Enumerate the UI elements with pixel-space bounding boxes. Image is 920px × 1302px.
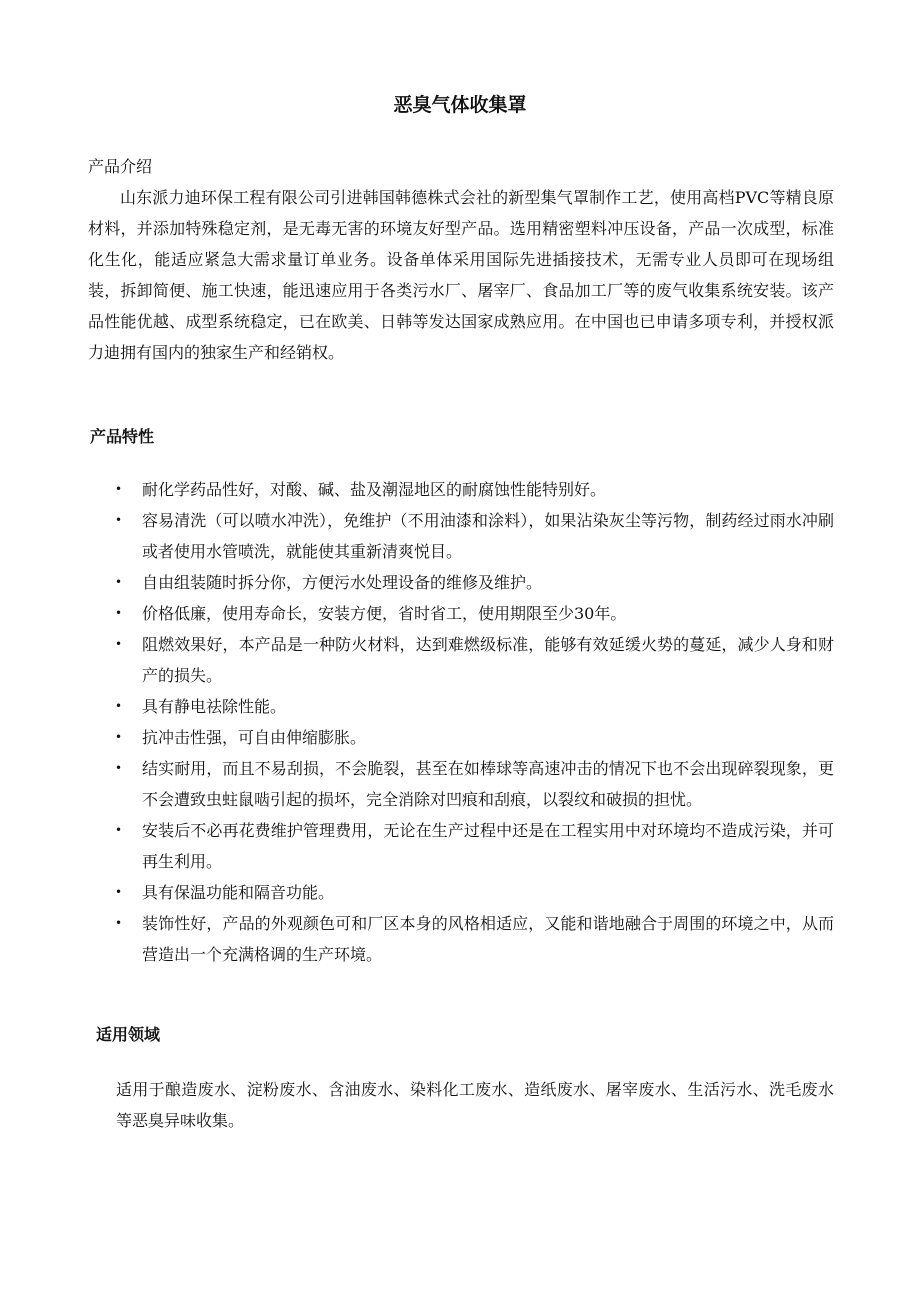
list-item-text: 容易清洗（可以喷水冲洗），免维护（不用油漆和涂料），如果沾染灰尘等污物，制药经过雨水冲刷或者使用水管喷洗，就能使其重新清爽悦目。 <box>142 511 834 561</box>
list-item-text: 安装后不必再花费维护管理费用，无论在生产过程中还是在工程实用中对环境均不造成污染，并可再生利用。 <box>142 821 834 871</box>
document-title: 恶臭气体收集罩 <box>393 94 527 116</box>
list-item-text: 自由组装随时拆分你，方便污水处理设备的维修及维护。 <box>142 573 543 592</box>
list-item <box>115 815 834 877</box>
applications-paragraph: 适用于酿造废水、淀粉废水、含油废水、染料化工废水、造纸废水、屠宰废水、生活污水、洗毛废水等恶臭异味收集。 <box>116 1080 834 1130</box>
list-item <box>115 908 834 970</box>
list-item-text: 结实耐用，而且不易刮损，不会脆裂，甚至在如棒球等高速冲击的情况下也不会出现碎裂现象，更不会遭致虫蛀鼠啮引起的损坏，完全消除对凹痕和刮痕，以裂纹和破损的担忧。 <box>142 759 834 809</box>
bullet-icon: • <box>115 637 123 651</box>
list-item-text: 耐化学药品性好，对酸、碱、盐及潮湿地区的耐腐蚀性能特别好。 <box>142 480 607 499</box>
bullet-icon: • <box>115 575 123 589</box>
list-item-text: 装饰性好，产品的外观颜色可和厂区本身的风格相适应，又能和谐地融合于周围的环境之中，从而营造出一个充满格调的生产环境。 <box>142 914 834 964</box>
features-heading: 产品特性 <box>90 427 155 446</box>
bullet-icon: • <box>115 730 123 744</box>
list-item-text: 抗冲击性强，可自由伸缩膨胀。 <box>142 728 367 747</box>
list-item-text: 价格低廉，使用寿命长，安装方便，省时省工，使用期限至少30年。 <box>142 604 627 623</box>
list-item <box>115 505 834 567</box>
bullet-icon: • <box>115 513 123 527</box>
list-item-text: 具有静电祛除性能。 <box>142 697 287 716</box>
list-item-text: 阻燃效果好，本产品是一种防火材料，达到难燃级标准，能够有效延缓火势的蔓延，减少人身和财产的损失。 <box>142 635 834 685</box>
intro-paragraph: 山东派力迪环保工程有限公司引进韩国韩德株式会社的新型集气罩制作工艺，使用高档PVC等精良原材料，并添加特殊稳定剂，是无毒无害的环境友好型产品。选用精密塑料冲压设备，产品一次成型，标准化生化，能适应紧急大需求量订单业务。设备单体采用国际先进插接技术，无需专业人员即可在现场组装，拆卸简便、施工快速，能迅速应用于各类污水厂、屠宰厂、食品加工厂等的废气收集系统安装。该产品性能优越、成型系统稳定，已在欧美、日韩等发达国家成熟应用。在中国也已申请多项专利，并授权派力迪拥有国内的独家生产和经销权。 <box>88 188 834 362</box>
list-item <box>115 598 834 629</box>
bullet-icon: • <box>115 699 123 713</box>
bullet-icon: • <box>115 761 123 775</box>
bullet-icon: • <box>115 606 123 620</box>
bullet-icon: • <box>115 823 123 837</box>
list-item <box>115 629 834 691</box>
list-item <box>115 877 834 908</box>
list-item <box>115 753 834 815</box>
applications-heading: 适用领域 <box>96 1025 161 1044</box>
list-item-text: 具有保温功能和隔音功能。 <box>142 883 335 902</box>
list-item <box>115 474 834 505</box>
list-item <box>115 722 834 753</box>
bullet-icon: • <box>115 482 123 496</box>
list-item <box>115 567 834 598</box>
intro-label: 产品介绍 <box>88 157 153 176</box>
bullet-icon: • <box>115 885 123 899</box>
list-item <box>115 691 834 722</box>
bullet-icon: • <box>115 916 123 930</box>
features-list <box>115 474 834 970</box>
